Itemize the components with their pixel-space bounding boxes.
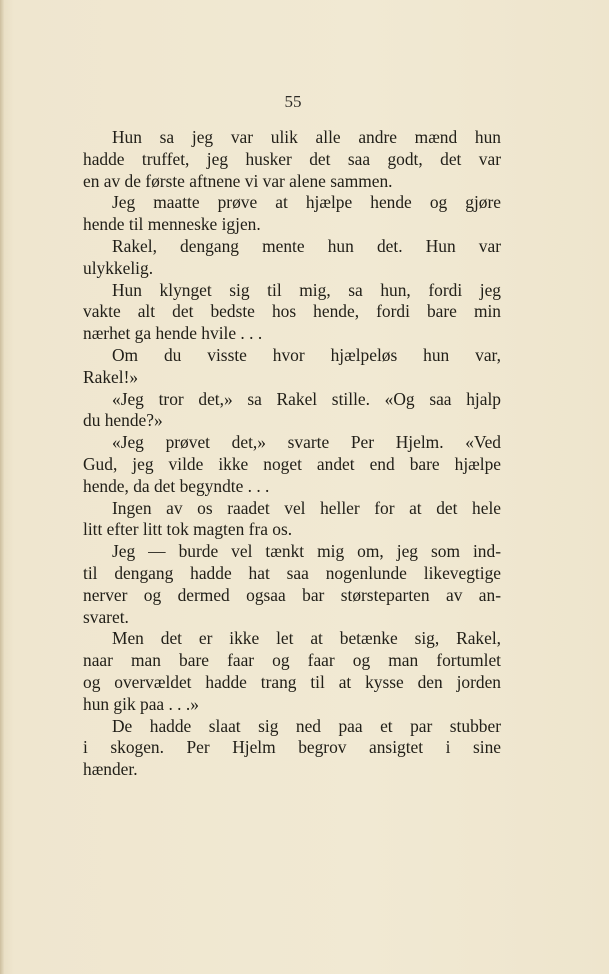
text-line: litt efter litt tok magten fra os. — [83, 519, 293, 540]
text-line: og overvældet hadde trang til at kysse den jorden — [83, 671, 501, 692]
page-edge — [0, 0, 4, 974]
text-line: en av de første aftnene vi var alene sammen. — [83, 170, 393, 191]
text-line: Gud, jeg vilde ikke noget andet end bare hjælpe — [83, 453, 501, 474]
text-line: Ingen av os raadet vel heller for at det hele — [112, 497, 501, 518]
text-line: hun gik paa . . .» — [83, 693, 199, 714]
text-line: hænder. — [83, 759, 138, 780]
text-line: naar man bare faar og faar og man fortumlet — [83, 650, 501, 671]
text-line: De hadde slaat sig ned paa et par stubber — [112, 715, 501, 736]
text-line: «Jeg tror det,» sa Rakel stille. «Og saa hjalp — [112, 388, 501, 409]
text-line: ulykkelig. — [83, 257, 154, 278]
text-line: svaret. — [83, 606, 129, 627]
text-line: i skogen. Per Hjelm begrov ansigtet i sine — [83, 737, 501, 758]
text-line: Jeg — burde vel tænkt mig om, jeg som ind- — [112, 541, 501, 562]
text-line: nerver og dermed ogsaa bar størsteparten av an- — [83, 584, 501, 605]
text-line: Jeg maatte prøve at hjælpe hende og gjøre — [112, 192, 501, 213]
text-line: «Jeg prøvet det,» svarte Per Hjelm. «Ved — [112, 432, 501, 453]
text-line: Rakel!» — [83, 366, 139, 387]
text-line: Hun sa jeg var ulik alle andre mænd hun — [112, 127, 501, 147]
text-line: vakte alt det bedste hos hende, fordi bare min — [83, 301, 501, 322]
text-line: nærhet ga hende hvile . . . — [83, 323, 263, 344]
text-line: du hende?» — [83, 410, 163, 431]
text-line: til dengang hadde hat saa nogenlunde likevegtige — [83, 562, 501, 583]
text-line: Om du visste hvor hjælpeløs hun var, — [112, 344, 501, 365]
text-line: Men det er ikke let at betænke sig, Rakel, — [112, 628, 501, 649]
page-number: 55 — [284, 92, 302, 111]
body-text — [83, 127, 501, 781]
text-line: hende til menneske igjen. — [83, 214, 261, 235]
text-line: hende, da det begyndte . . . — [83, 475, 270, 496]
text-line: Hun klynget sig til mig, sa hun, fordi jeg — [112, 279, 501, 300]
text-line: hadde truffet, jeg husker det saa godt, det var — [83, 148, 501, 169]
text-line: Rakel, dengang mente hun det. Hun var — [112, 235, 501, 256]
